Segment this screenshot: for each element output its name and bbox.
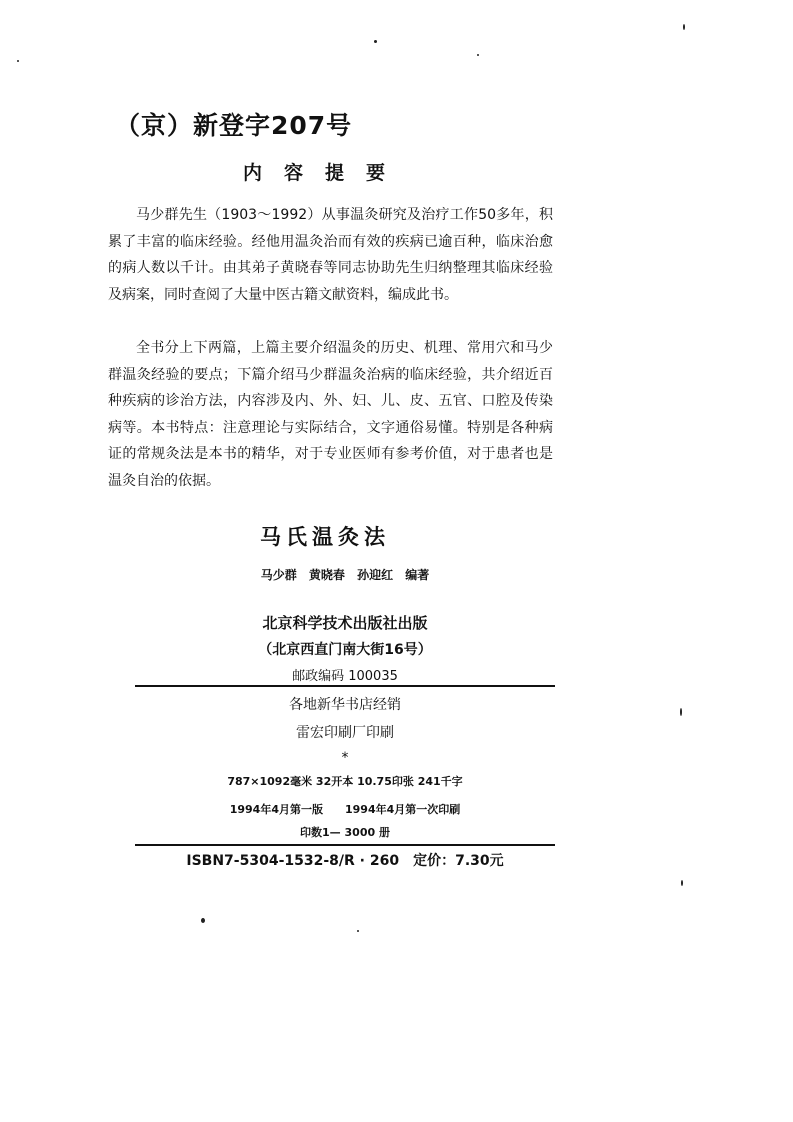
scan-speck: [17, 60, 19, 62]
publisher-address: （北京西直门南大街16号）: [258, 642, 432, 658]
scan-speck: [374, 40, 377, 43]
scan-speck: [201, 918, 205, 923]
divider-rule-top: [135, 685, 555, 687]
registration-number: （京）新登字207号: [115, 111, 353, 140]
authors: 马少群 黄晓春 孙迎红 编著: [260, 568, 430, 582]
print-run: 印数1— 3000 册: [300, 826, 390, 839]
scan-speck: [681, 880, 683, 886]
scan-speck: [683, 24, 685, 30]
edition-info: 1994年4月第一版 1994年4月第一次印刷: [229, 803, 461, 816]
divider-rule-bottom: [135, 844, 555, 846]
summary-title: 内容提要: [242, 162, 407, 184]
scan-speck: [357, 930, 359, 932]
summary-paragraph-1: 马少群先生（1903～1992）从事温灸研究及治疗工作50多年，积累了丰富的临床经验。经他用温灸治而有效的疾病已逾百种，临床治愈的病人数以千计。由其弟子黄晓春等同志协助先生归纳整理其临床经验及病案，同时查阅了大量中医古籍文献资料，编成此书。: [108, 207, 553, 303]
isbn-price: ISBN7-5304-1532-8/R · 260 定价：7.30元: [186, 853, 504, 869]
distributor: 各地新华书店经销: [289, 697, 401, 713]
summary-paragraph-2: 全书分上下两篇，上篇主要介绍温灸的历史、机理、常用穴和马少群温灸经验的要点；下篇介绍马少群温灸治病的临床经验，共介绍近百种疾病的诊治方法，内容涉及内、外、妇、儿、皮、五官、口腔及传染病等。本书特点：注意理论与实际结合，文字通俗易懂。特别是各种病证的常规灸法是本书的精华，对于专业医师有参考价值，对于患者也是温灸自治的依据。: [108, 340, 553, 489]
scan-speck: [680, 708, 682, 716]
format-spec: 787×1092毫米 32开本 10.75印张 241千字: [227, 775, 463, 788]
separator-asterisk: *: [341, 750, 349, 766]
scan-speck: [477, 54, 479, 56]
publisher: 北京科学技术出版社出版: [262, 614, 428, 632]
printer: 雷宏印刷厂印刷: [296, 725, 394, 741]
book-title: 马氏温灸法: [260, 525, 390, 549]
postcode: 邮政编码 100035: [292, 669, 398, 684]
